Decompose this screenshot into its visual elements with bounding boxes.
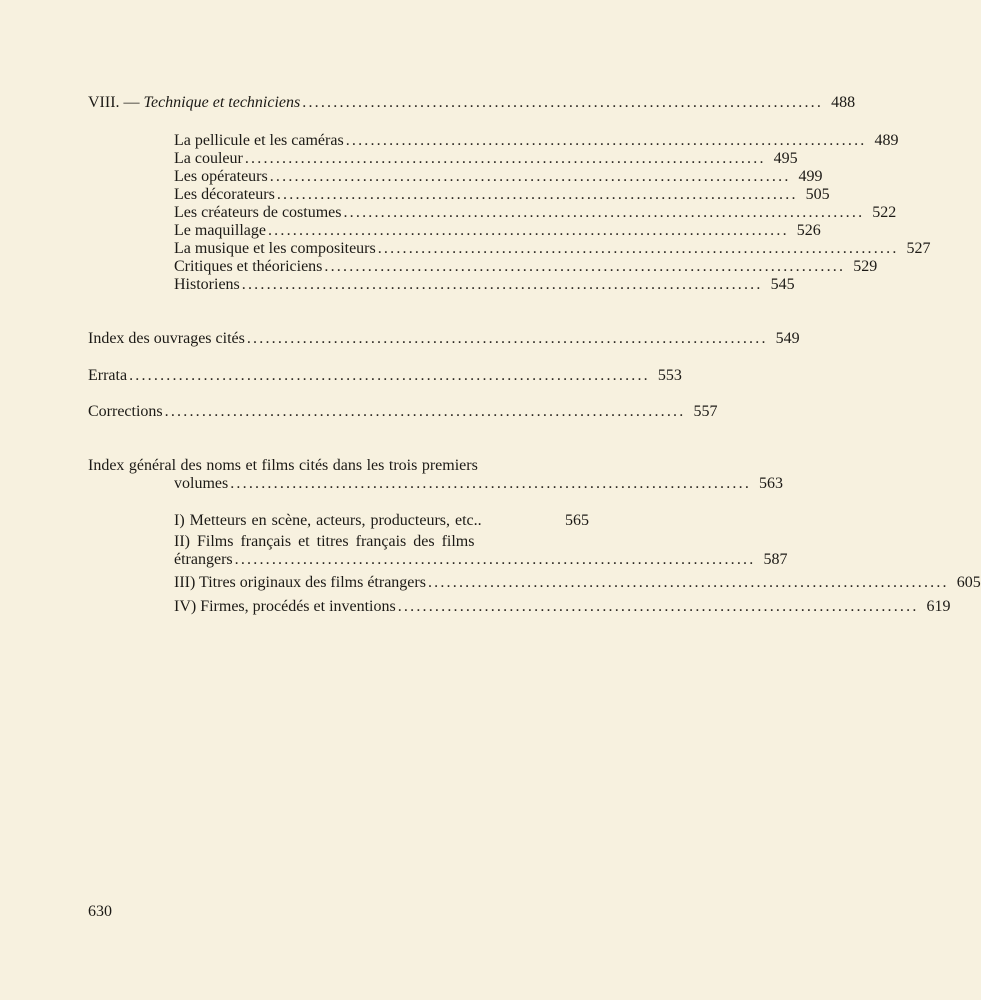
page-ref: 605 bbox=[956, 574, 981, 591]
subentry-title: étrangers bbox=[174, 551, 233, 568]
subentry-title: IV) Firmes, procédés et inventions bbox=[174, 598, 396, 615]
page-ref: 545 bbox=[770, 276, 795, 293]
toc-subentry[interactable] bbox=[174, 168, 823, 186]
subentry-title: III) Titres originaux des films étrangers bbox=[174, 574, 426, 591]
toc-subentry[interactable] bbox=[174, 512, 589, 530]
subentry-title: Historiens bbox=[174, 276, 240, 293]
page-ref: 565 bbox=[565, 512, 589, 529]
page-ref: 549 bbox=[775, 330, 800, 347]
subentry-title: Les opérateurs bbox=[174, 168, 268, 185]
toc-subentry[interactable] bbox=[174, 258, 878, 276]
dot-leader: .................................................................................... bbox=[343, 204, 865, 221]
subentry-title: La couleur bbox=[174, 150, 243, 167]
page-ref: 505 bbox=[805, 186, 830, 203]
subentry-title: Le maquillage bbox=[174, 222, 266, 239]
section-title: volumes bbox=[174, 475, 229, 492]
toc-subentry[interactable] bbox=[174, 132, 899, 150]
dot-leader: .................................................................................... bbox=[276, 186, 798, 203]
toc-subentry[interactable] bbox=[174, 204, 897, 222]
toc-entry-index-general[interactable] bbox=[174, 475, 784, 493]
subentry-title: Critiques et théoriciens bbox=[174, 258, 323, 275]
dot-leader: .................................................................................... bbox=[230, 475, 752, 492]
page-ref: 553 bbox=[657, 367, 682, 384]
toc-entry-index-ouvrages[interactable] bbox=[88, 330, 800, 348]
dot-leader: .................................................................................... bbox=[129, 367, 650, 384]
dot-leader: .................................................................................... bbox=[234, 551, 756, 568]
section-title: Errata bbox=[88, 367, 128, 384]
page-ref: 529 bbox=[853, 258, 878, 275]
subentry-title: I) Metteurs en scène, acteurs, producteurs, etc.. bbox=[174, 512, 482, 529]
page-ref: 563 bbox=[759, 475, 784, 492]
dot-leader: .................................................................................... bbox=[267, 222, 789, 239]
dot-leader: .................................................................................... bbox=[244, 150, 766, 167]
dot-leader: .................................................................................... bbox=[377, 240, 899, 257]
dot-leader: .................................................................................... bbox=[324, 258, 846, 275]
toc-entry-errata[interactable] bbox=[88, 367, 682, 385]
subentry-title: La pellicule et les caméras bbox=[174, 132, 344, 149]
dot-leader: .................................................................................... bbox=[241, 276, 763, 293]
page-ref: 499 bbox=[798, 168, 823, 185]
toc-subentry[interactable] bbox=[174, 222, 821, 240]
dot-leader: .................................................................................... bbox=[164, 403, 686, 420]
toc-subentry[interactable] bbox=[174, 551, 788, 569]
toc-subentry[interactable] bbox=[174, 276, 795, 294]
toc-subentry[interactable] bbox=[174, 150, 798, 168]
subentry-title: La musique et les compositeurs bbox=[174, 240, 376, 257]
section-title: Corrections bbox=[88, 403, 163, 420]
dot-leader: .................................................................................... bbox=[269, 168, 791, 185]
section-title: Index des ouvrages cités bbox=[88, 330, 245, 347]
dot-leader: .................................................................................... bbox=[397, 598, 919, 615]
page-ref: 488 bbox=[831, 94, 856, 111]
subentry-title: Les décorateurs bbox=[174, 186, 275, 203]
toc-subentry[interactable] bbox=[174, 598, 951, 616]
page-ref: 522 bbox=[872, 204, 897, 221]
index-general-title-line1: Index général des noms et films cités dans les trois premiers bbox=[88, 457, 478, 474]
toc-subentry[interactable] bbox=[174, 240, 931, 258]
toc-entry-corrections[interactable] bbox=[88, 403, 718, 421]
page-ref: 489 bbox=[874, 132, 899, 149]
page-ref: 526 bbox=[796, 222, 821, 239]
toc-subentry[interactable] bbox=[174, 186, 830, 204]
dot-leader: .................................................................................... bbox=[345, 132, 867, 149]
section-title: Technique et techniciens bbox=[143, 94, 301, 111]
page-ref: 587 bbox=[763, 551, 788, 568]
subentry-title-line1: II) Films français et titres français des films bbox=[174, 533, 475, 550]
page-ref: 527 bbox=[906, 240, 931, 257]
dot-leader: .................................................................................... bbox=[302, 94, 824, 111]
subentry-title: Les créateurs de costumes bbox=[174, 204, 342, 221]
page-ref: 619 bbox=[926, 598, 951, 615]
page-ref: 495 bbox=[773, 150, 798, 167]
dot-leader: .................................................................................... bbox=[427, 574, 949, 591]
page-number: 630 bbox=[88, 903, 112, 920]
page-ref: 557 bbox=[693, 403, 718, 420]
toc-entry-viii[interactable] bbox=[88, 94, 856, 112]
dot-leader: .................................................................................... bbox=[246, 330, 768, 347]
section-prefix: VIII. — bbox=[88, 94, 144, 111]
toc-subentry[interactable] bbox=[174, 574, 981, 592]
